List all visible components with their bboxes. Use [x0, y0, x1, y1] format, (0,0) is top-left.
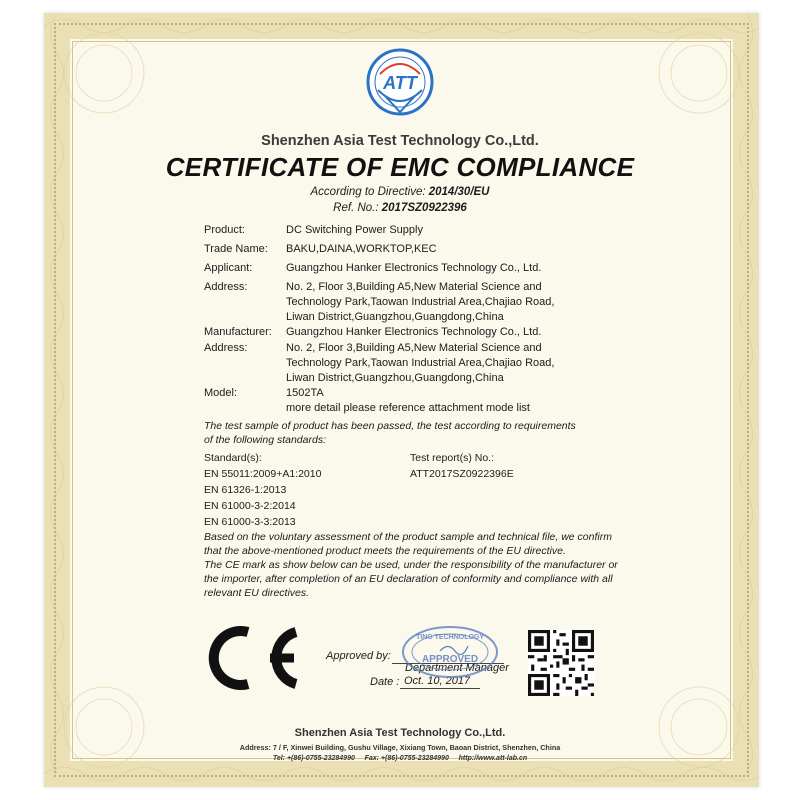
footer-company: Shenzhen Asia Test Technology Co.,Ltd.	[294, 727, 506, 739]
signer-title: Department Manager	[405, 662, 509, 674]
standard-item: EN 61326-1:2013	[204, 484, 287, 496]
applicant-address-line: Liwan District,Guangzhou,Guangdong,China	[286, 311, 504, 323]
ref-value: 2017SZ0922396	[381, 202, 467, 214]
manufacturer-value: Guangzhou Hanker Electronics Technology Co., Ltd.	[286, 326, 542, 338]
issuer-company: Shenzhen Asia Test Technology Co.,Ltd.	[261, 133, 539, 149]
applicant-address-label: Address:	[204, 281, 248, 293]
model-note: more detail please reference attachment mode list	[286, 402, 530, 414]
manufacturer-label: Manufacturer:	[204, 326, 272, 338]
manufacturer-address-line: Liwan District,Guangzhou,Guangdong,China	[286, 372, 504, 384]
footer-address: Address: 7 / F, Xinwei Building, Gushu Village, Xixiang Town, Baoan District, Shenzhen, China	[239, 743, 561, 752]
applicant-label: Applicant:	[204, 262, 253, 274]
conclusion-line: the importer, after completion of an EU declaration of conformity and compliance with all	[204, 573, 613, 585]
ce-mark-icon	[206, 626, 302, 690]
ref-label: Ref. No.:	[333, 202, 379, 214]
product-label: Product:	[204, 224, 245, 236]
statement-line: The test sample of product has been passed, the test according to requirements	[204, 420, 576, 432]
date-value: Oct. 10, 2017	[404, 675, 471, 687]
manufacturer-address-line: Technology Park,Taowan Industrial Area,Chajiao Road,	[286, 357, 555, 369]
applicant-address-line: No. 2, Floor 3,Building A5,New Material Science and	[286, 281, 542, 293]
qr-code-icon	[528, 630, 594, 696]
footer-tel: Tel: +(86)-0755-23284990	[272, 755, 355, 762]
footer-web-link[interactable]: http://www.att-lab.cn	[458, 755, 528, 762]
applicant-address-line: Technology Park,Taowan Industrial Area,Chajiao Road,	[286, 296, 555, 308]
trade-name-value: BAKU,DAINA,WORKTOP,KEC	[286, 243, 437, 255]
conclusion-line: The CE mark as show below can be used, under the responsibility of the manufacturer or	[204, 559, 618, 571]
applicant-value: Guangzhou Hanker Electronics Technology Co., Ltd.	[286, 262, 542, 274]
conclusion-line: that the above-mentioned product meets the requirements of the EU directive.	[204, 545, 566, 557]
certificate-title: CERTIFICATE OF EMC COMPLIANCE	[165, 152, 635, 182]
stamp-text-top: TING TECHNOLOGY	[415, 634, 485, 641]
product-value: DC Switching Power Supply	[286, 224, 423, 236]
model-label: Model:	[204, 387, 238, 399]
directive-line	[0, 186, 800, 198]
att-logo	[363, 46, 437, 124]
footer-fax: Fax: +(86)-0755-23284990	[364, 755, 449, 762]
standard-item: EN 61000-3-3:2013	[204, 516, 296, 528]
directive-label: According to Directive:	[310, 186, 426, 198]
date-label: Date :	[370, 676, 400, 688]
approved-by-label: Approved by:	[326, 650, 391, 662]
standard-item: EN 55011:2009+A1:2010	[204, 468, 322, 480]
date-line	[400, 688, 480, 689]
directive-value: 2014/30/EU	[428, 186, 490, 198]
standard-item: EN 61000-3-2:2014	[204, 500, 296, 512]
test-report-label: Test report(s) No.:	[410, 452, 495, 464]
trade-name-label: Trade Name:	[204, 243, 268, 255]
standards-label: Standard(s):	[204, 452, 262, 464]
model-value: 1502TA	[286, 387, 324, 399]
conclusion-line: relevant EU directives.	[204, 587, 310, 599]
manufacturer-address-line: No. 2, Floor 3,Building A5,New Material Science and	[286, 342, 542, 354]
test-report-value: ATT2017SZ0922396E	[410, 468, 514, 480]
manufacturer-address-label: Address:	[204, 342, 248, 354]
stamp-text-center: APPROVED	[421, 654, 479, 665]
ref-line	[0, 202, 800, 214]
logo-text: ATT	[383, 73, 417, 93]
statement-line: of the following standards:	[204, 434, 326, 446]
conclusion-line: Based on the voluntary assessment of the product sample and technical file, we confirm	[204, 531, 612, 543]
footer-contact	[0, 755, 800, 762]
approval-stamp	[400, 624, 500, 680]
